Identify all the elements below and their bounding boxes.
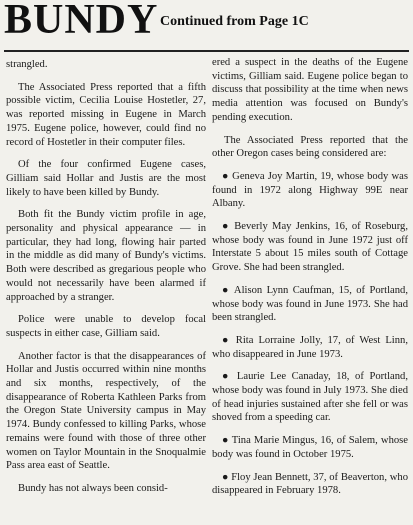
header-rule: [4, 50, 409, 52]
continued-from-label: Continued from Page 1C: [160, 14, 309, 29]
victim-list-item: ● Laurie Lee Canaday, 18, of Portland, whose body was found in July 1973. She died of head injuries sustained after she fell or was shoved from a speeding car.: [212, 371, 408, 424]
paragraph: Bundy has not always been consid-: [18, 482, 168, 494]
left-column: [6, 58, 206, 505]
article-header: [4, 0, 409, 48]
victim-list-item: ● Floy Jean Bennett, 37, of Beaverton, who disappeared in February 1978.: [212, 471, 408, 497]
paragraph: The Associated Press reported that the other Oregon cases being considered are:: [212, 134, 408, 160]
victim-list-item: ● Rita Lorraine Jolly, 17, of West Linn, who disappeared in June 1973.: [212, 334, 408, 360]
paragraph: Of the four confirmed Eugene cases, Gilliam said Hollar and Justis are the most likely to have been killed by Bundy.: [6, 159, 206, 198]
paragraph: The Associated Press reported that a fifth possible victim, Cecilia Louise Hostetler, 27, was reported missing in Eugene in March 1975. Eugene police, however, could find no record of Hostetler in their computer files.: [6, 81, 206, 148]
masthead-title: BUNDY: [4, 0, 159, 43]
victim-list-item: ● Alison Lynn Caufman, 15, of Portland, whose body was found in June 1973. She had been strangled.: [212, 284, 408, 324]
victim-list-item: ● Beverly May Jenkins, 16, of Roseburg, whose body was found in June 1972 just off Interstate 5 about 15 miles south of Cottage Grove. She had been strangled.: [212, 221, 408, 274]
paragraph: strangled.: [6, 59, 48, 70]
paragraph: Another factor is that the disappearances of Hollar and Justis occurred within nine months and six months, respectively, of the disappearance of Roberta Kathleen Parks from the Oregon State University campus in May 1974. Bundy confessed to killing Parks, whose remains were found with those of three other women on Taylor Mountain in the Snoqualmie Pass area east of Seattle.: [6, 350, 206, 472]
victim-list-item: ● Tina Marie Mingus, 16, of Salem, whose body was found in October 1975.: [212, 435, 408, 460]
paragraph: Both fit the Bundy victim profile in age, personality and physical appearance — in particular, they had long, flowing hair parted in the middle as did many of Bundy's victims. Both were described as gregarious people who would not necessarily have been alarmed if approached by a stranger.: [6, 209, 206, 303]
right-column: [212, 56, 408, 507]
paragraph: Police were unable to develop focal suspects in either case, Gilliam said.: [6, 314, 206, 339]
paragraph: ered a suspect in the deaths of the Eugene victims, Gilliam said. Eugene police began to discuss that possibility at the time when news media attention was focused on Bundy's pending execution.: [212, 57, 408, 123]
victim-list-item: ● Geneva Joy Martin, 19, whose body was found in 1972 along Highway 99E near Albany.: [212, 170, 408, 210]
